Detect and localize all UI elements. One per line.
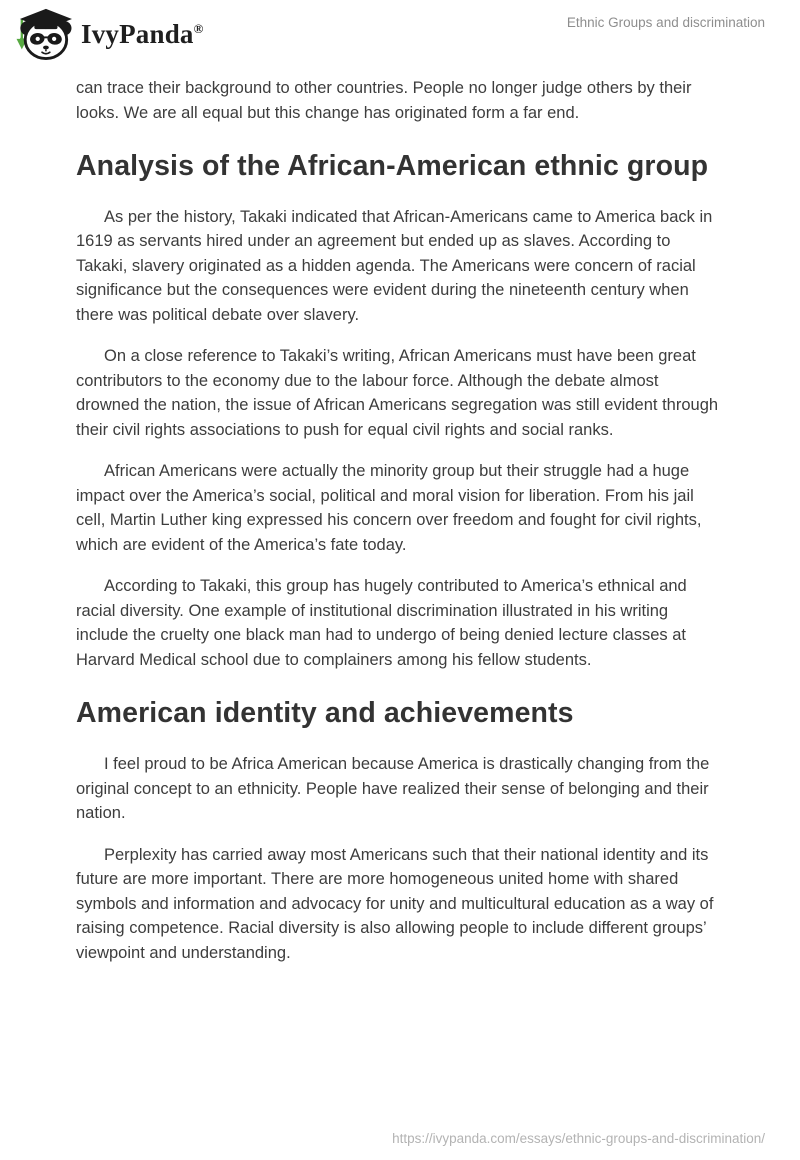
section-heading-analysis: Analysis of the African-American ethnic group: [76, 150, 709, 182]
paragraph: African Americans were actually the minority group but their struggle had a huge impact over the America’s social, political and moral vision for liberation. From his jail cell, Martin Luther king expressed his concern over freedom and fought for civil rights, which are evident of the America’s fate today.: [76, 462, 702, 554]
brand-text: IvyPanda: [81, 19, 194, 49]
paragraph: As per the history, Takaki indicated that African-Americans came to America back in 1619 as servants hired under an agreement but ended up as slaves. According to Takaki, slavery originated as a hidden agenda. The Americans were concern of racial significance but the consequences were evident during the nineteenth century when there was political debate over slavery.: [76, 207, 713, 324]
document-title: Ethnic Groups and discrimination: [566, 15, 765, 30]
source-url[interactable]: https://ivypanda.com/essays/ethnic-groups-and-discrimination/: [392, 1131, 765, 1146]
panda-graduate-icon: [13, 7, 75, 61]
paragraph: On a close reference to Takaki’s writing, African Americans must have been great contributors to the economy due to the labour force. Although the debate almost drowned the nation, the issue of African Americans segregation was still evident through their civil rights associations to push for equal civil rights and social ranks.: [76, 347, 719, 439]
brand-name: [81, 7, 204, 61]
essay-content: [0, 64, 800, 965]
paragraph: Perplexity has carried away most Americans such that their national identity and its future are more important. There are more homogeneous united home with shared symbols and information and advocacy for unity and multicultural education as a way of raising competence. Racial diversity is also allowing people to include different groups’ viewpoint and understanding.: [76, 845, 714, 962]
trademark-symbol: ®: [193, 21, 204, 36]
section-heading-identity: American identity and achievements: [76, 697, 574, 730]
paragraph: I feel proud to be Africa American because America is drastically changing from the original concept to an ethnicity. People have realized their sense of belonging and their nation.: [76, 755, 710, 823]
page-header: [0, 0, 800, 64]
paragraph-continuation: can trace their background to other countries. People no longer judge others by their looks. We are all equal but this change has originated form a far end.: [76, 79, 692, 122]
ivypanda-logo: [13, 7, 204, 61]
paragraph: According to Takaki, this group has hugely contributed to America’s ethnical and racial diversity. One example of institutional discrimination illustrated in his writing include the cruelty one black man had to undergo of being denied lecture classes at Harvard Medical school due to complainers among his fellow students.: [76, 577, 687, 669]
